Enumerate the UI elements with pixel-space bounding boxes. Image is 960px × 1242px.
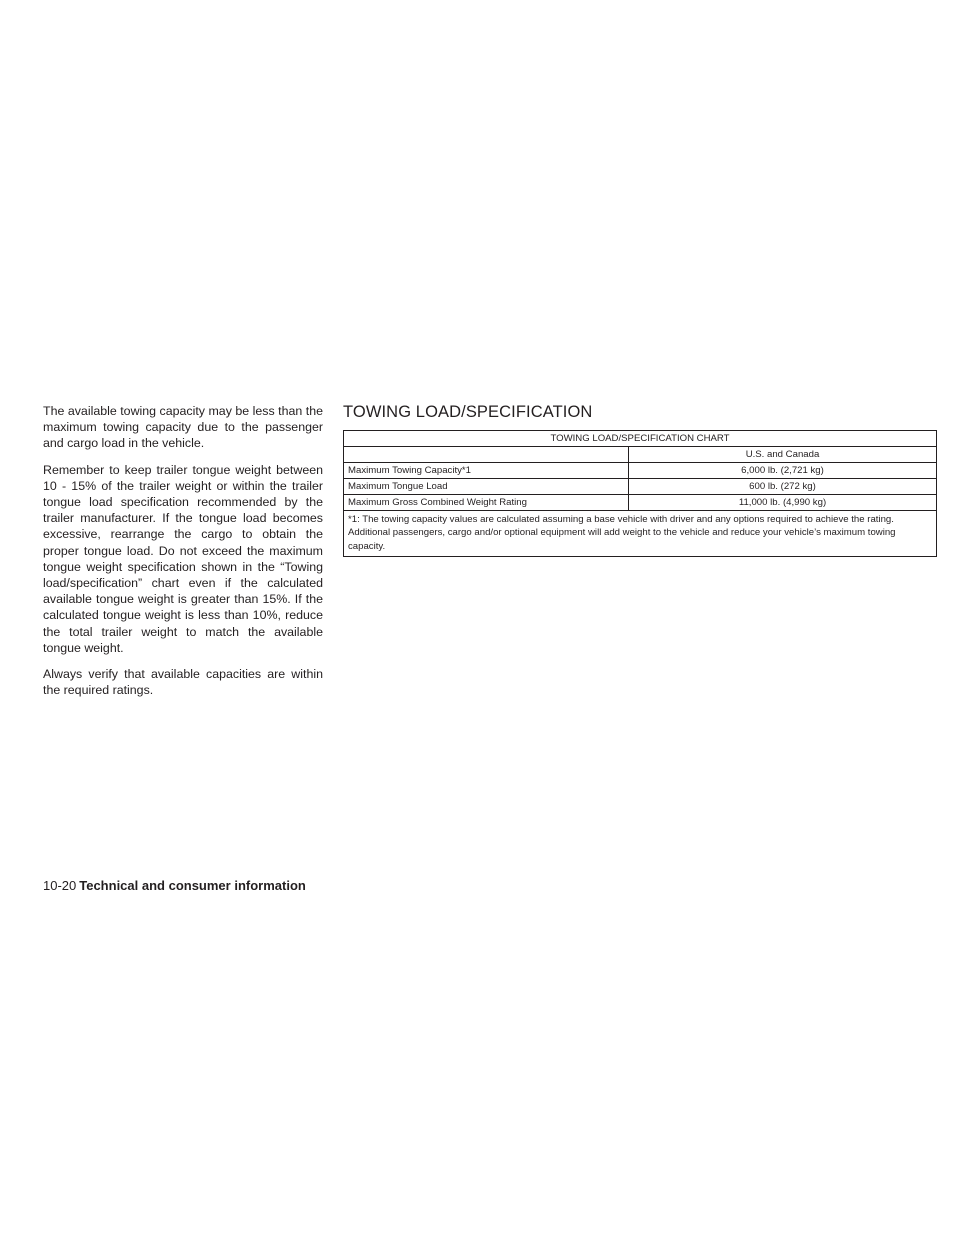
- row-label-tongue-load: Maximum Tongue Load: [344, 479, 629, 495]
- towing-spec-table: [343, 430, 937, 557]
- table-header-region: U.S. and Canada: [629, 447, 937, 463]
- row-value-gcwr: 11,000 lb. (4,990 kg): [629, 495, 937, 511]
- table-footnote-row: [344, 511, 937, 557]
- page-number: 10-20: [43, 878, 77, 893]
- row-label-gcwr: Maximum Gross Combined Weight Rating: [344, 495, 629, 511]
- row-value-towing-capacity: 6,000 lb. (2,721 kg): [629, 463, 937, 479]
- row-value-tongue-load: 600 lb. (272 kg): [629, 479, 937, 495]
- section-title: TOWING LOAD/SPECIFICATION: [343, 403, 593, 421]
- table-caption-row: [344, 431, 937, 447]
- paragraph-verify: Always verify that available capacities are within the required ratings.: [43, 667, 323, 698]
- table-header-row: [344, 447, 937, 463]
- body-text-column: [43, 403, 323, 708]
- row-label-towing-capacity: Maximum Towing Capacity*1: [344, 463, 629, 479]
- page-footer: [43, 877, 306, 895]
- table-footnote: *1: The towing capacity values are calculated assuming a base vehicle with driver and any options required to achieve the rating. Additional passengers, cargo and/or optional equipment will add weight to the vehicle and reduce your vehicle’s maximum towing capacity.: [344, 511, 937, 557]
- paragraph-capacity: The available towing capacity may be less than the maximum towing capacity due to the passenger and cargo load in the vehicle.: [43, 404, 323, 451]
- paragraph-tongue-weight: Remember to keep trailer tongue weight between 10 - 15% of the trailer weight or within the trailer tongue load specification recommended by the trailer manufacturer. If the tongue load becomes excessive, rearrange the cargo to obtain the proper tongue load. Do not exceed the maximum tongue weight specification shown in the “Towing load/specification” chart even if the calculated available tongue weight is greater than 15%. If the calculated tongue weight is less than 10%, reduce the total trailer weight to match the available tongue weight.: [43, 462, 323, 655]
- chapter-title: Technical and consumer information: [79, 878, 306, 893]
- table-caption: TOWING LOAD/SPECIFICATION CHART: [344, 431, 937, 447]
- table-row: [344, 479, 937, 495]
- table-row: [344, 495, 937, 511]
- table-header-blank: [344, 447, 629, 463]
- table-row: [344, 463, 937, 479]
